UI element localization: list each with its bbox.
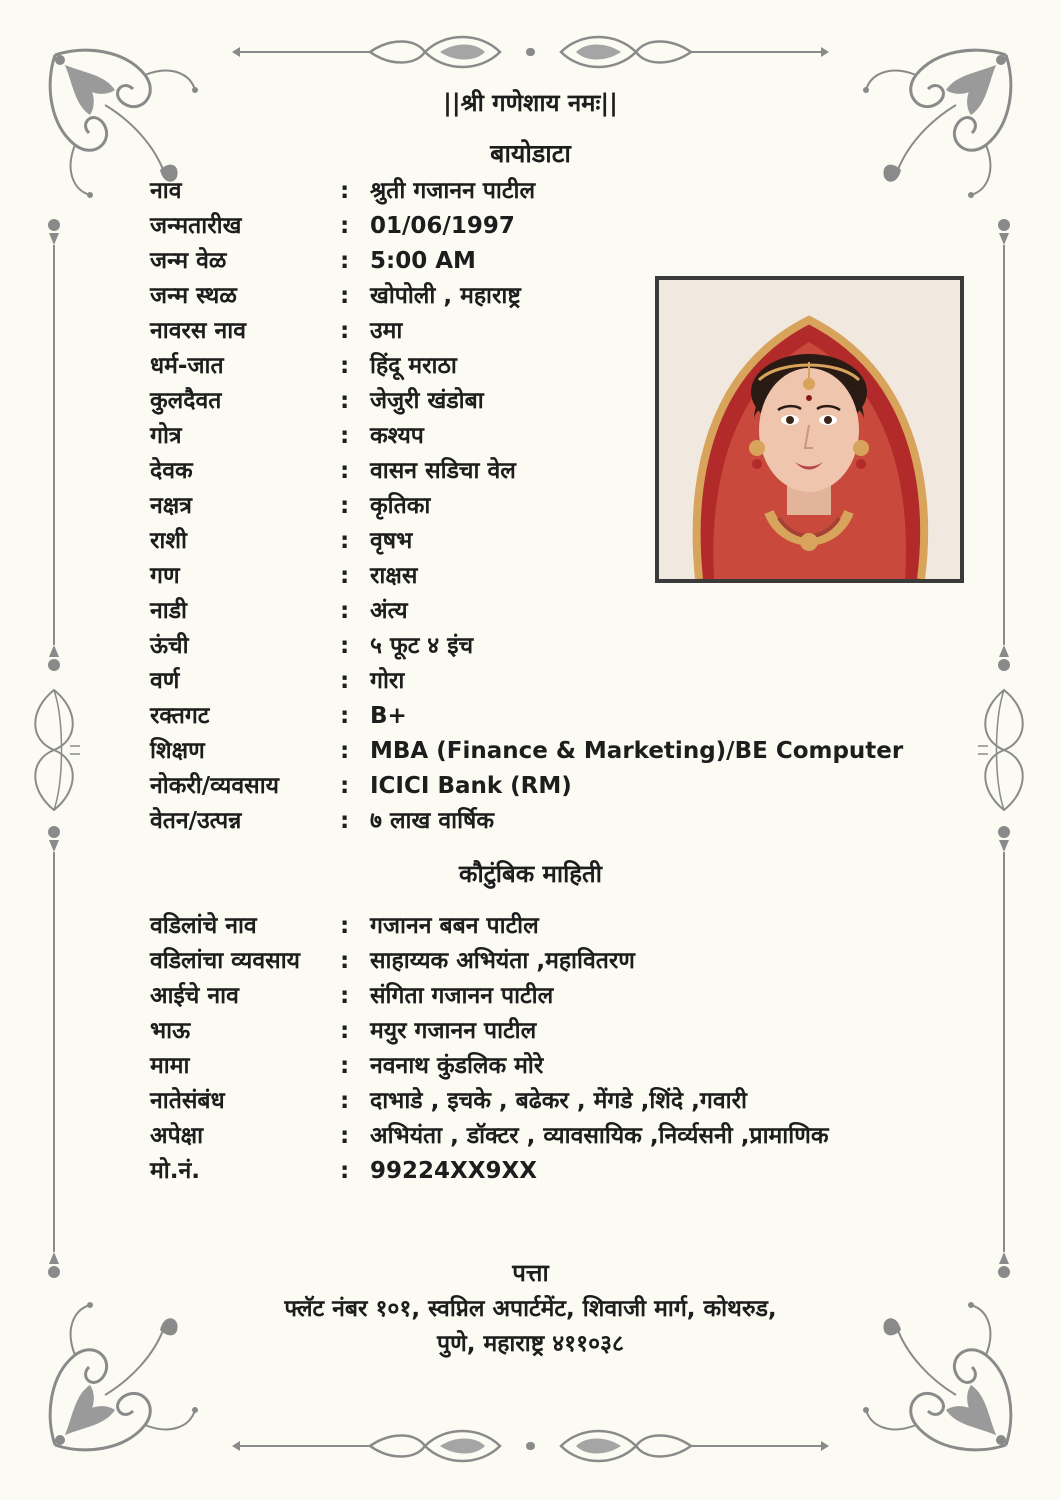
detail-value: वृषभ xyxy=(370,528,413,554)
detail-value: वासन सडिचा वेल xyxy=(370,458,516,484)
separator: : xyxy=(340,353,350,379)
invocation-text: ||श्री गणेशाय नमः|| xyxy=(443,89,618,117)
detail-label: नातेसंबंध xyxy=(150,1088,225,1114)
detail-label: जन्मतारीख xyxy=(150,213,242,239)
detail-value: नवनाथ कुंडलिक मोरे xyxy=(370,1053,544,1079)
detail-label: भाऊ xyxy=(150,1018,191,1044)
separator: : xyxy=(340,1053,350,1079)
detail-value: 99224XX9XX xyxy=(370,1158,537,1184)
detail-label: कुलदैवत xyxy=(150,388,222,414)
family-section-title: कौटुंबिक माहिती xyxy=(459,860,602,888)
separator: : xyxy=(340,178,350,204)
separator: : xyxy=(340,808,350,834)
address-title: पत्ता xyxy=(512,1259,549,1287)
detail-label: नाडी xyxy=(150,598,187,624)
detail-value: अंत्य xyxy=(370,598,408,624)
separator: : xyxy=(340,983,350,1009)
detail-value: दाभाडे , इचके , बढेकर , मेंगडे ,शिंदे ,गवारी xyxy=(370,1088,747,1114)
separator: : xyxy=(340,283,350,309)
detail-value: गजानन बबन पाटील xyxy=(370,913,539,939)
detail-value: B+ xyxy=(370,703,407,729)
detail-value: ५ फूट ४ इंच xyxy=(370,633,474,659)
detail-label: देवक xyxy=(150,458,193,484)
separator: : xyxy=(340,423,350,449)
detail-value: श्रुती गजानन पाटील xyxy=(370,178,536,204)
separator: : xyxy=(340,248,350,274)
separator: : xyxy=(340,773,350,799)
detail-label: रक्तगट xyxy=(150,703,210,729)
detail-label: जन्म वेळ xyxy=(150,248,227,274)
detail-value: जेजुरी खंडोबा xyxy=(370,388,484,414)
detail-label: अपेक्षा xyxy=(150,1123,204,1149)
detail-value: मयुर गजानन पाटील xyxy=(370,1018,537,1044)
detail-label: शिक्षण xyxy=(150,738,205,764)
detail-label: गोत्र xyxy=(150,423,182,449)
detail-value: 01/06/1997 xyxy=(370,213,515,239)
detail-value: हिंदू मराठा xyxy=(370,353,457,379)
detail-label: वर्ण xyxy=(150,668,180,694)
detail-label: मामा xyxy=(150,1053,190,1079)
detail-label: वेतन/उत्पन्न xyxy=(150,808,242,834)
separator: : xyxy=(340,913,350,939)
page-title: बायोडाटा xyxy=(490,139,571,168)
address-line: फ्लॅट नंबर १०१, स्वप्निल अपार्टमेंट, शिवाजी मार्ग, कोथरुड, xyxy=(284,1296,777,1322)
detail-value: ७ लाख वार्षिक xyxy=(370,808,494,834)
detail-label: नाव xyxy=(150,178,182,204)
separator: : xyxy=(340,563,350,589)
detail-label: धर्म-जात xyxy=(150,353,224,379)
separator: : xyxy=(340,1018,350,1044)
detail-label: नावरस नाव xyxy=(150,318,246,344)
detail-label: राशी xyxy=(150,528,187,554)
detail-value: उमा xyxy=(370,318,403,344)
detail-label: गण xyxy=(150,563,180,589)
detail-value: साहाय्यक अभियंता ,महावितरण xyxy=(370,948,635,974)
separator: : xyxy=(340,458,350,484)
detail-value: 5:00 AM xyxy=(370,248,476,274)
bride-portrait-photo-icon xyxy=(659,280,960,579)
separator: : xyxy=(340,1123,350,1149)
separator: : xyxy=(340,493,350,519)
detail-value: खोपोली , महाराष्ट्र xyxy=(370,283,521,309)
detail-value: MBA (Finance & Marketing)/BE Computer xyxy=(370,738,904,764)
separator: : xyxy=(340,703,350,729)
detail-value: राक्षस xyxy=(370,563,418,589)
detail-label: जन्म स्थळ xyxy=(150,283,237,309)
separator: : xyxy=(340,213,350,239)
separator: : xyxy=(340,528,350,554)
detail-label: वडिलांचे नाव xyxy=(150,913,257,939)
detail-value: ICICI Bank (RM) xyxy=(370,773,572,799)
separator: : xyxy=(340,633,350,659)
separator: : xyxy=(340,598,350,624)
separator: : xyxy=(340,668,350,694)
detail-label: आईचे नाव xyxy=(150,983,239,1009)
separator: : xyxy=(340,738,350,764)
detail-value: गोरा xyxy=(370,668,405,694)
detail-value: कृतिका xyxy=(370,493,431,519)
detail-label: ऊंची xyxy=(150,633,189,659)
separator: : xyxy=(340,1088,350,1114)
detail-label: मो.नं. xyxy=(150,1158,200,1184)
separator: : xyxy=(340,318,350,344)
separator: : xyxy=(340,1158,350,1184)
detail-label: वडिलांचा व्यवसाय xyxy=(150,948,301,974)
detail-value: कश्यप xyxy=(370,423,424,449)
address-line: पुणे, महाराष्ट्र ४११०३८ xyxy=(437,1331,624,1357)
detail-value: अभियंता , डॉक्टर , व्यावसायिक ,निर्व्यसनी ,प्रामाणिक xyxy=(370,1123,829,1149)
detail-value: संगिता गजानन पाटील xyxy=(370,983,554,1009)
separator: : xyxy=(340,388,350,414)
separator: : xyxy=(340,948,350,974)
detail-label: नक्षत्र xyxy=(150,493,192,519)
detail-label: नोकरी/व्यवसाय xyxy=(150,773,279,799)
profile-photo xyxy=(655,276,964,583)
